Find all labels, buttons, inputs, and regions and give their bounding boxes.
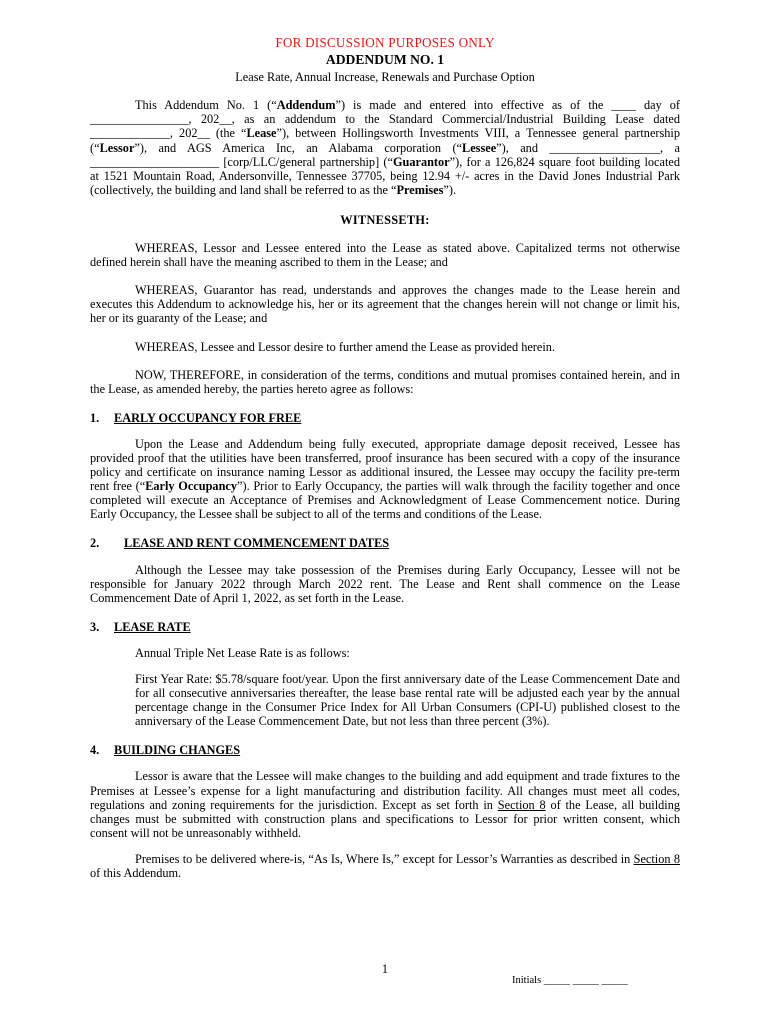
defined-term-lessee: Lessee [462, 140, 497, 155]
section-title: BUILDING CHANGES [114, 743, 241, 758]
recital-paragraph: NOW, THEREFORE, in consideration of the terms, conditions and mutual promises contained herein, and in the Lease, as amended hereby, the parties hereto agree as follows: [90, 367, 680, 396]
defined-term-lease: Lease [246, 126, 277, 141]
body-text: Lessor is aware that the Lessee will make changes to the building and add equipment and trade fixtures to the Premises at Lessee’s expense for a light manufacturing and distribution facility. All changes must meet all codes, regulations and zoning requirements for the jurisdiction. Except as set forth in [90, 769, 680, 812]
document-subtitle: Lease Rate, Annual Increase, Renewals and Purchase Option [235, 70, 535, 85]
section-3-rate-intro: Annual Triple Net Lease Rate is as follows: [135, 645, 350, 660]
recital-paragraph: WHEREAS, Lessor and Lessee entered into the Lease as stated above. Capitalized terms not otherwise defined herein shall have the meaning ascribed to them in the Lease; and [90, 241, 680, 270]
section-2-body: Although the Lessee may take possession of the Premises during Early Occupancy, Lessee will not be responsible for January 2022 through March 2022 rent. The Lease and Rent shall commence on the Lease Commencement Date of April 1, 2022, as set forth in the Lease. [90, 562, 680, 605]
intro-text: ”), and AGS America Inc, an Alabama corporation (“ [134, 140, 463, 155]
section-4-body-2 [90, 852, 680, 880]
section-1-heading [90, 411, 680, 425]
body-text: Premises to be delivered where-is, “As Is, Where Is,” except for Lessor’s Warranties as described in [135, 851, 634, 866]
section-4-heading [90, 743, 680, 757]
section-3-heading [90, 620, 680, 634]
defined-term-early-occupancy: Early Occupancy [145, 479, 238, 494]
body-text: of this Addendum. [90, 866, 182, 881]
section-8-reference: Section 8 [633, 851, 680, 866]
initials-line: Initials _____ _____ _____ [512, 975, 628, 986]
section-2-heading [90, 536, 680, 550]
section-8-reference: Section 8 [497, 797, 546, 812]
discussion-notice: FOR DISCUSSION PURPOSES ONLY [275, 35, 495, 50]
body-text: Upon the Lease and Addendum being fully executed, appropriate damage deposit received, Lessee has provided proof that the utilities have been transferred, proof insurance has been secured with a copy of the insurance policy and certificate on insurance naming Lessor as additional insured, the Lessee may occupy the facility pre-term rent free (“ [90, 436, 680, 494]
recital-paragraph: WHEREAS, Guarantor has read, understands and approves the changes made to the Lease herein and executes this Addendum to acknowledge his, her or its agreement that the changes herein will not change or limit his, her or its guaranty of the Lease; and [90, 283, 680, 326]
intro-text: ”), for a 126,824 square foot building located at 1521 Mountain Road, Andersonville, Tennessee 37705, being 12.94 +/- acres in the David Jones Industrial Park (collectively, the building and land shall be referred to as the “ [90, 154, 680, 197]
body-text: ”). Prior to Early Occupancy, the parties will walk through the facility together and once completed will execute an Acceptance of Premises and Acknowledgment of Lease Commencement notice. During Early Occupancy, the Lessee shall be subject to all of the terms and conditions of the Lease. [90, 479, 680, 522]
section-number: 3. [90, 619, 100, 634]
defined-term-lessor: Lessor [99, 140, 135, 155]
section-number: 4. [90, 743, 100, 758]
defined-term-guarantor: Guarantor [392, 154, 450, 169]
section-title: EARLY OCCUPANCY FOR FREE [114, 410, 302, 425]
section-number: 1. [90, 410, 100, 425]
section-number: 2. [90, 536, 100, 551]
witnesseth-heading: WITNESSETH: [340, 212, 430, 227]
intro-text: ”) is made and entered into effective as of the ____ day of ________________, 202__, as an addendum to the Standard Commercial/Industrial Building Lease dated _____________, 202__ (the “ [90, 98, 680, 141]
intro-text: ”). [443, 182, 457, 197]
intro-text: This Addendum No. 1 (“ [135, 98, 277, 113]
section-4-body-1 [90, 769, 680, 839]
document-title: ADDENDUM NO. 1 [325, 52, 445, 68]
section-title: LEASE RATE [114, 619, 191, 634]
page-number: 1 [381, 962, 389, 976]
intro-text: ”), and __________________, a _____________________ [corp/LLC/general partnership] (“ [90, 140, 681, 169]
recital-paragraph: WHEREAS, Lessee and Lessor desire to further amend the Lease as provided herein. [135, 339, 555, 354]
defined-term-addendum: Addendum [276, 98, 336, 113]
intro-text: ”), between Hollingsworth Investments VIII, a Tennessee general partnership (“ [90, 126, 680, 155]
section-3-rate-detail: First Year Rate: $5.78/square foot/year. Upon the first anniversary date of the Lease Commencement Date and for all consecutive anniversaries thereafter, the lease base rental rate will be adjusted each year by the annual percentage change in the Consumer Price Index for All Urban Consumers (CPI-U) published closest to the anniversary of the Lease Commencement Date, but not less than three percent (3%). [135, 672, 680, 729]
section-title: LEASE AND RENT COMMENCEMENT DATES [124, 536, 390, 551]
section-1-body [90, 437, 680, 522]
defined-term-premises: Premises [396, 182, 444, 197]
body-text: of the Lease, all building changes must be submitted with construction plans and specifications to Lessor for prior written consent, which consent will not be unreasonably withheld. [90, 797, 680, 840]
document-page [90, 36, 680, 880]
intro-paragraph [90, 98, 680, 197]
